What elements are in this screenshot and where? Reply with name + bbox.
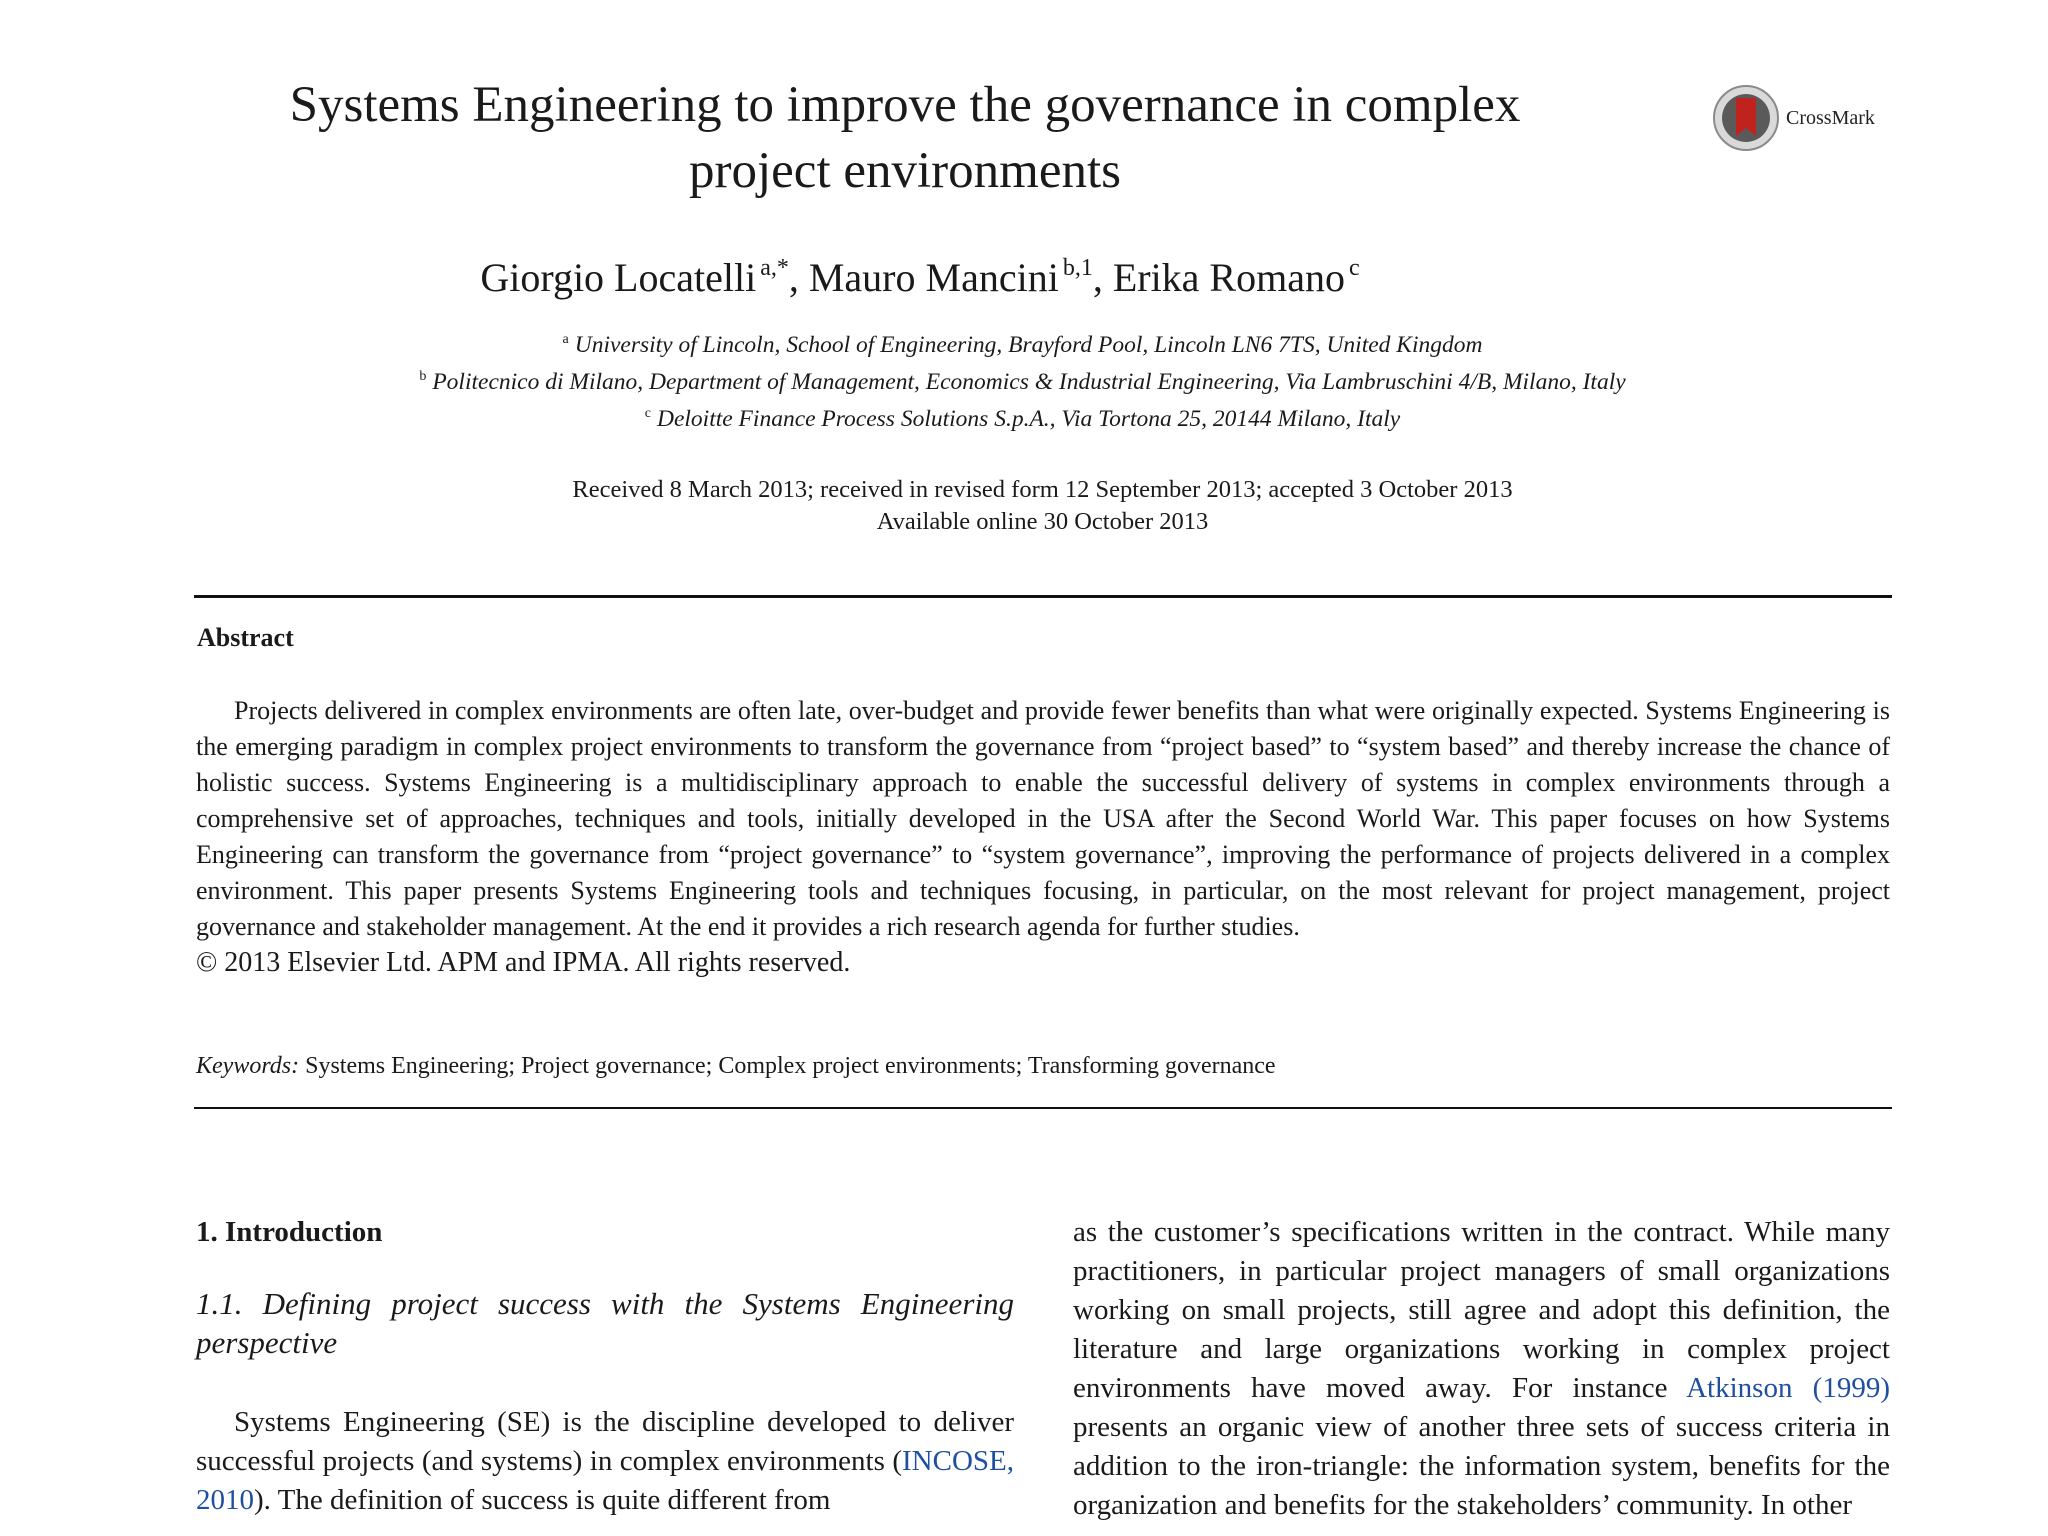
affiliation-mark: b <box>419 369 427 384</box>
citation-link[interactable]: INCOSE, 2010 <box>196 1445 1014 1516</box>
affiliations <box>300 324 1745 435</box>
affiliation-text: University of Lincoln, School of Engineering, Brayford Pool, Lincoln LN6 7TS, United Kingdom <box>574 332 1483 358</box>
subsection-heading: 1.1. Defining project success with the Systems Engineering perspective <box>196 1286 1014 1360</box>
keywords-label: Keywords: <box>196 1053 300 1079</box>
crossmark-icon <box>1712 84 1780 152</box>
article-dates <box>300 474 1785 538</box>
crossmark-label: CrossMark <box>1786 106 1875 129</box>
keywords-list: Systems Engineering; Project governance; Complex project environments; Transforming governance <box>305 1053 1276 1079</box>
received-dates: Received 8 March 2013; received in revised form 12 September 2013; accepted 3 October 2013 <box>572 476 1513 503</box>
paragraph-text: . The definition of success is quite different from <box>263 1484 831 1516</box>
keywords <box>196 1050 1890 1082</box>
author-name: Erika Romano <box>1112 255 1345 300</box>
title-line-1: Systems Engineering to improve the governance in complex <box>289 77 1521 133</box>
citation-link[interactable]: Atkinson (1999) <box>1686 1372 1890 1404</box>
intro-paragraph: Systems Engineering (SE) is the discipline developed to deliver successful projects (and systems) in complex environments (INCOSE, 2010). The definition of success is quite different from <box>196 1406 1014 1516</box>
crossmark-badge[interactable] <box>1712 82 1892 154</box>
continued-paragraph <box>1073 1213 1890 1525</box>
author-marks: a,* <box>760 255 789 281</box>
affiliation <box>300 361 1745 398</box>
left-column <box>196 1213 1014 1520</box>
paragraph-text: Systems Engineering (SE) is the discipline developed to deliver successful projects (and systems) in complex environments <box>196 1406 1014 1477</box>
paragraph-text: as the customer’s specifications written in the contract. While many practitioners, in particular project managers of small organizations working on small projects, still agree and adopt this definition, the literature and large organizations working in complex project environments have moved away. For instance <box>1073 1216 1890 1404</box>
author-list: Giorgio Locatelli $^{a,*}$, Mauro Mancini $^{b,1}$, Erika Romano $^c$ <box>480 255 1360 300</box>
affiliation-text: Politecnico di Milano, Department of Management, Economics & Industrial Engineering, Via Lambruschini 4/B, Milano, Italy <box>432 369 1626 395</box>
abstract-bottom-rule <box>194 1107 1892 1109</box>
section-heading: 1. Introduction <box>196 1216 383 1248</box>
abstract-top-rule <box>194 595 1892 598</box>
paragraph-text: presents an organic view of another three sets of success criteria in addition to the iron-triangle: the information system, benefits for the organization and benefits for the stakeholders’ community. In other <box>1073 1411 1890 1521</box>
author-name: Giorgio Locatelli <box>480 255 757 300</box>
author-name: Mauro Mancini <box>808 255 1059 300</box>
affiliation <box>300 398 1745 435</box>
abstract-body <box>196 693 1890 981</box>
title-line-2: project environments <box>689 143 1121 199</box>
paper-title <box>195 72 1615 204</box>
affiliation-mark: c <box>644 406 651 421</box>
affiliation <box>300 324 1745 361</box>
right-column <box>1073 1213 1890 1525</box>
affiliation-mark: a <box>562 332 569 347</box>
author-marks: b,1 <box>1062 255 1093 281</box>
copyright-notice: © 2013 Elsevier Ltd. APM and IPMA. All rights reserved. <box>196 947 851 978</box>
abstract-text: Projects delivered in complex environments are often late, over-budget and provide fewer benefits than what were originally expected. Systems Engineering is the emerging paradigm in complex project environments to transform the governance from “project based” to “system based” and thereby increase the chance of holistic success. Systems Engineering is a multidisciplinary approach to enable the successful delivery of systems in complex environments through a comprehensive set of approaches, techniques and tools, initially developed in the USA after the Second World War. This paper focuses on how Systems Engineering can transform the governance from “project governance” to “system governance”, improving the performance of projects delivered in a complex environment. This paper presents Systems Engineering tools and techniques focusing, in particular, on the most relevant for project management, project governance and stakeholder management. At the end it provides a rich research agenda for further studies. <box>196 696 1890 941</box>
abstract-heading: Abstract <box>197 623 294 652</box>
affiliation-text: Deloitte Finance Process Solutions S.p.A., Via Tortona 25, 20144 Milano, Italy <box>656 406 1401 432</box>
available-online-date: Available online 30 October 2013 <box>876 508 1209 535</box>
author-marks: c <box>1348 255 1360 281</box>
